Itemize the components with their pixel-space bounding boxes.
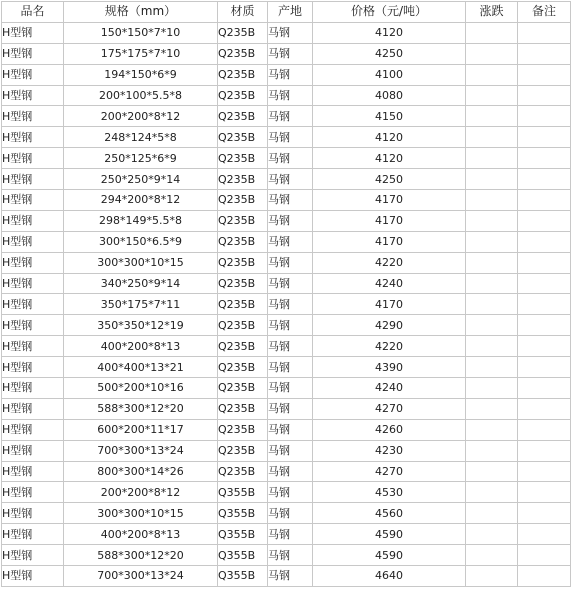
cell-product-name: H型钢 (2, 566, 64, 587)
cell-change (466, 440, 518, 461)
table-row (2, 503, 571, 524)
cell-origin: 马钢 (268, 336, 313, 357)
cell-origin: 马钢 (268, 64, 313, 85)
cell-material: Q235B (218, 169, 268, 190)
cell-origin: 马钢 (268, 482, 313, 503)
cell-change (466, 357, 518, 378)
cell-product-name: H型钢 (2, 503, 64, 524)
cell-change (466, 503, 518, 524)
cell-change (466, 482, 518, 503)
cell-origin: 马钢 (268, 566, 313, 587)
table-row (2, 482, 571, 503)
cell-product-name: H型钢 (2, 482, 64, 503)
cell-change (466, 210, 518, 231)
cell-note (518, 357, 571, 378)
cell-spec: 250*125*6*9 (64, 148, 218, 169)
cell-product-name: H型钢 (2, 273, 64, 294)
cell-note (518, 85, 571, 106)
cell-price: 4230 (313, 440, 466, 461)
cell-material: Q235B (218, 378, 268, 399)
cell-origin: 马钢 (268, 22, 313, 43)
cell-origin: 马钢 (268, 315, 313, 336)
cell-price: 4120 (313, 22, 466, 43)
table-row (2, 545, 571, 566)
cell-spec: 200*100*5.5*8 (64, 85, 218, 106)
cell-origin: 马钢 (268, 440, 313, 461)
cell-product-name: H型钢 (2, 378, 64, 399)
cell-spec: 700*300*13*24 (64, 566, 218, 587)
table-row (2, 252, 571, 273)
cell-note (518, 503, 571, 524)
cell-product-name: H型钢 (2, 190, 64, 211)
cell-note (518, 106, 571, 127)
col-header-change: 涨跌 (466, 2, 518, 23)
cell-spec: 175*175*7*10 (64, 43, 218, 64)
cell-note (518, 294, 571, 315)
cell-change (466, 461, 518, 482)
cell-price: 4080 (313, 85, 466, 106)
cell-spec: 400*200*8*13 (64, 524, 218, 545)
cell-change (466, 85, 518, 106)
cell-product-name: H型钢 (2, 22, 64, 43)
cell-price: 4120 (313, 148, 466, 169)
cell-spec: 298*149*5.5*8 (64, 210, 218, 231)
cell-note (518, 127, 571, 148)
cell-spec: 150*150*7*10 (64, 22, 218, 43)
cell-origin: 马钢 (268, 419, 313, 440)
cell-product-name: H型钢 (2, 210, 64, 231)
cell-price: 4100 (313, 64, 466, 85)
cell-price: 4220 (313, 336, 466, 357)
cell-price: 4170 (313, 210, 466, 231)
cell-change (466, 169, 518, 190)
col-header-spec: 规格（mm） (64, 2, 218, 23)
cell-price: 4170 (313, 231, 466, 252)
cell-product-name: H型钢 (2, 315, 64, 336)
cell-note (518, 524, 571, 545)
cell-spec: 200*200*8*12 (64, 106, 218, 127)
cell-price: 4170 (313, 190, 466, 211)
cell-spec: 588*300*12*20 (64, 545, 218, 566)
cell-note (518, 43, 571, 64)
cell-change (466, 43, 518, 64)
cell-material: Q235B (218, 461, 268, 482)
table-row (2, 169, 571, 190)
cell-price: 4250 (313, 43, 466, 64)
cell-change (466, 419, 518, 440)
cell-spec: 350*175*7*11 (64, 294, 218, 315)
cell-price: 4530 (313, 482, 466, 503)
cell-change (466, 231, 518, 252)
cell-product-name: H型钢 (2, 294, 64, 315)
cell-material: Q355B (218, 503, 268, 524)
cell-price: 4290 (313, 315, 466, 336)
table-row (2, 64, 571, 85)
cell-material: Q235B (218, 148, 268, 169)
cell-change (466, 127, 518, 148)
cell-change (466, 524, 518, 545)
cell-price: 4150 (313, 106, 466, 127)
cell-material: Q235B (218, 419, 268, 440)
table-row (2, 461, 571, 482)
table-row (2, 43, 571, 64)
cell-origin: 马钢 (268, 461, 313, 482)
cell-note (518, 273, 571, 294)
cell-spec: 340*250*9*14 (64, 273, 218, 294)
cell-material: Q235B (218, 315, 268, 336)
cell-origin: 马钢 (268, 357, 313, 378)
table-row (2, 127, 571, 148)
cell-origin: 马钢 (268, 398, 313, 419)
cell-origin: 马钢 (268, 106, 313, 127)
cell-material: Q355B (218, 545, 268, 566)
cell-spec: 800*300*14*26 (64, 461, 218, 482)
cell-product-name: H型钢 (2, 127, 64, 148)
cell-spec: 200*200*8*12 (64, 482, 218, 503)
cell-spec: 250*250*9*14 (64, 169, 218, 190)
cell-change (466, 64, 518, 85)
cell-note (518, 169, 571, 190)
cell-change (466, 294, 518, 315)
table-row (2, 566, 571, 587)
cell-material: Q235B (218, 85, 268, 106)
cell-note (518, 64, 571, 85)
cell-note (518, 148, 571, 169)
cell-spec: 350*350*12*19 (64, 315, 218, 336)
cell-origin: 马钢 (268, 231, 313, 252)
cell-price: 4270 (313, 461, 466, 482)
cell-product-name: H型钢 (2, 43, 64, 64)
cell-note (518, 545, 571, 566)
table-row (2, 190, 571, 211)
cell-spec: 300*300*10*15 (64, 503, 218, 524)
cell-material: Q235B (218, 294, 268, 315)
col-header-price: 价格（元/吨） (313, 2, 466, 23)
table-row (2, 524, 571, 545)
cell-price: 4220 (313, 252, 466, 273)
cell-origin: 马钢 (268, 85, 313, 106)
cell-product-name: H型钢 (2, 461, 64, 482)
cell-change (466, 315, 518, 336)
cell-material: Q235B (218, 252, 268, 273)
col-header-material: 材质 (218, 2, 268, 23)
cell-material: Q355B (218, 482, 268, 503)
cell-note (518, 419, 571, 440)
cell-spec: 300*150*6.5*9 (64, 231, 218, 252)
cell-price: 4170 (313, 294, 466, 315)
cell-product-name: H型钢 (2, 398, 64, 419)
cell-origin: 马钢 (268, 378, 313, 399)
cell-origin: 马钢 (268, 294, 313, 315)
cell-price: 4240 (313, 273, 466, 294)
cell-change (466, 398, 518, 419)
cell-product-name: H型钢 (2, 419, 64, 440)
cell-price: 4640 (313, 566, 466, 587)
cell-material: Q235B (218, 398, 268, 419)
cell-change (466, 22, 518, 43)
cell-price: 4560 (313, 503, 466, 524)
cell-origin: 马钢 (268, 273, 313, 294)
cell-product-name: H型钢 (2, 169, 64, 190)
cell-product-name: H型钢 (2, 231, 64, 252)
table-row (2, 106, 571, 127)
cell-spec: 400*200*8*13 (64, 336, 218, 357)
table-row (2, 85, 571, 106)
table-row (2, 440, 571, 461)
cell-material: Q235B (218, 440, 268, 461)
cell-origin: 马钢 (268, 148, 313, 169)
cell-price: 4260 (313, 419, 466, 440)
cell-material: Q355B (218, 566, 268, 587)
cell-change (466, 148, 518, 169)
cell-spec: 294*200*8*12 (64, 190, 218, 211)
cell-material: Q235B (218, 273, 268, 294)
cell-change (466, 190, 518, 211)
cell-origin: 马钢 (268, 43, 313, 64)
cell-price: 4250 (313, 169, 466, 190)
cell-spec: 300*300*10*15 (64, 252, 218, 273)
cell-change (466, 252, 518, 273)
cell-price: 4240 (313, 378, 466, 399)
cell-note (518, 566, 571, 587)
cell-product-name: H型钢 (2, 106, 64, 127)
cell-product-name: H型钢 (2, 440, 64, 461)
table-row (2, 210, 571, 231)
cell-origin: 马钢 (268, 127, 313, 148)
cell-change (466, 545, 518, 566)
table-row (2, 419, 571, 440)
cell-note (518, 461, 571, 482)
cell-origin: 马钢 (268, 210, 313, 231)
cell-origin: 马钢 (268, 252, 313, 273)
cell-change (466, 336, 518, 357)
cell-price: 4120 (313, 127, 466, 148)
table-row (2, 336, 571, 357)
cell-material: Q235B (218, 210, 268, 231)
steel-price-table (1, 1, 571, 587)
cell-material: Q235B (218, 357, 268, 378)
table-row (2, 22, 571, 43)
cell-product-name: H型钢 (2, 524, 64, 545)
cell-spec: 700*300*13*24 (64, 440, 218, 461)
cell-spec: 588*300*12*20 (64, 398, 218, 419)
cell-change (466, 106, 518, 127)
cell-change (466, 273, 518, 294)
cell-note (518, 482, 571, 503)
cell-change (466, 566, 518, 587)
cell-material: Q235B (218, 231, 268, 252)
cell-price: 4590 (313, 524, 466, 545)
cell-spec: 248*124*5*8 (64, 127, 218, 148)
cell-note (518, 378, 571, 399)
cell-product-name: H型钢 (2, 357, 64, 378)
cell-origin: 马钢 (268, 545, 313, 566)
cell-note (518, 210, 571, 231)
col-header-note: 备注 (518, 2, 571, 23)
cell-material: Q235B (218, 190, 268, 211)
cell-note (518, 398, 571, 419)
cell-origin: 马钢 (268, 190, 313, 211)
cell-material: Q355B (218, 524, 268, 545)
cell-material: Q235B (218, 127, 268, 148)
table-row (2, 294, 571, 315)
cell-note (518, 315, 571, 336)
table-row (2, 148, 571, 169)
cell-note (518, 336, 571, 357)
cell-product-name: H型钢 (2, 545, 64, 566)
cell-origin: 马钢 (268, 524, 313, 545)
table-row (2, 231, 571, 252)
cell-material: Q235B (218, 106, 268, 127)
cell-material: Q235B (218, 22, 268, 43)
cell-origin: 马钢 (268, 503, 313, 524)
table-row (2, 315, 571, 336)
cell-note (518, 252, 571, 273)
table-row (2, 378, 571, 399)
header-row (2, 2, 571, 23)
cell-note (518, 440, 571, 461)
cell-spec: 400*400*13*21 (64, 357, 218, 378)
cell-spec: 194*150*6*9 (64, 64, 218, 85)
col-header-origin: 产地 (268, 2, 313, 23)
cell-product-name: H型钢 (2, 148, 64, 169)
cell-spec: 500*200*10*16 (64, 378, 218, 399)
cell-price: 4390 (313, 357, 466, 378)
cell-product-name: H型钢 (2, 252, 64, 273)
cell-change (466, 378, 518, 399)
cell-product-name: H型钢 (2, 85, 64, 106)
cell-note (518, 231, 571, 252)
cell-material: Q235B (218, 43, 268, 64)
cell-price: 4270 (313, 398, 466, 419)
cell-spec: 600*200*11*17 (64, 419, 218, 440)
cell-product-name: H型钢 (2, 336, 64, 357)
cell-material: Q235B (218, 64, 268, 85)
cell-price: 4590 (313, 545, 466, 566)
cell-note (518, 22, 571, 43)
table-row (2, 273, 571, 294)
cell-origin: 马钢 (268, 169, 313, 190)
cell-note (518, 190, 571, 211)
table-row (2, 357, 571, 378)
cell-product-name: H型钢 (2, 64, 64, 85)
table-row (2, 398, 571, 419)
cell-material: Q235B (218, 336, 268, 357)
col-header-name: 品名 (2, 2, 64, 23)
